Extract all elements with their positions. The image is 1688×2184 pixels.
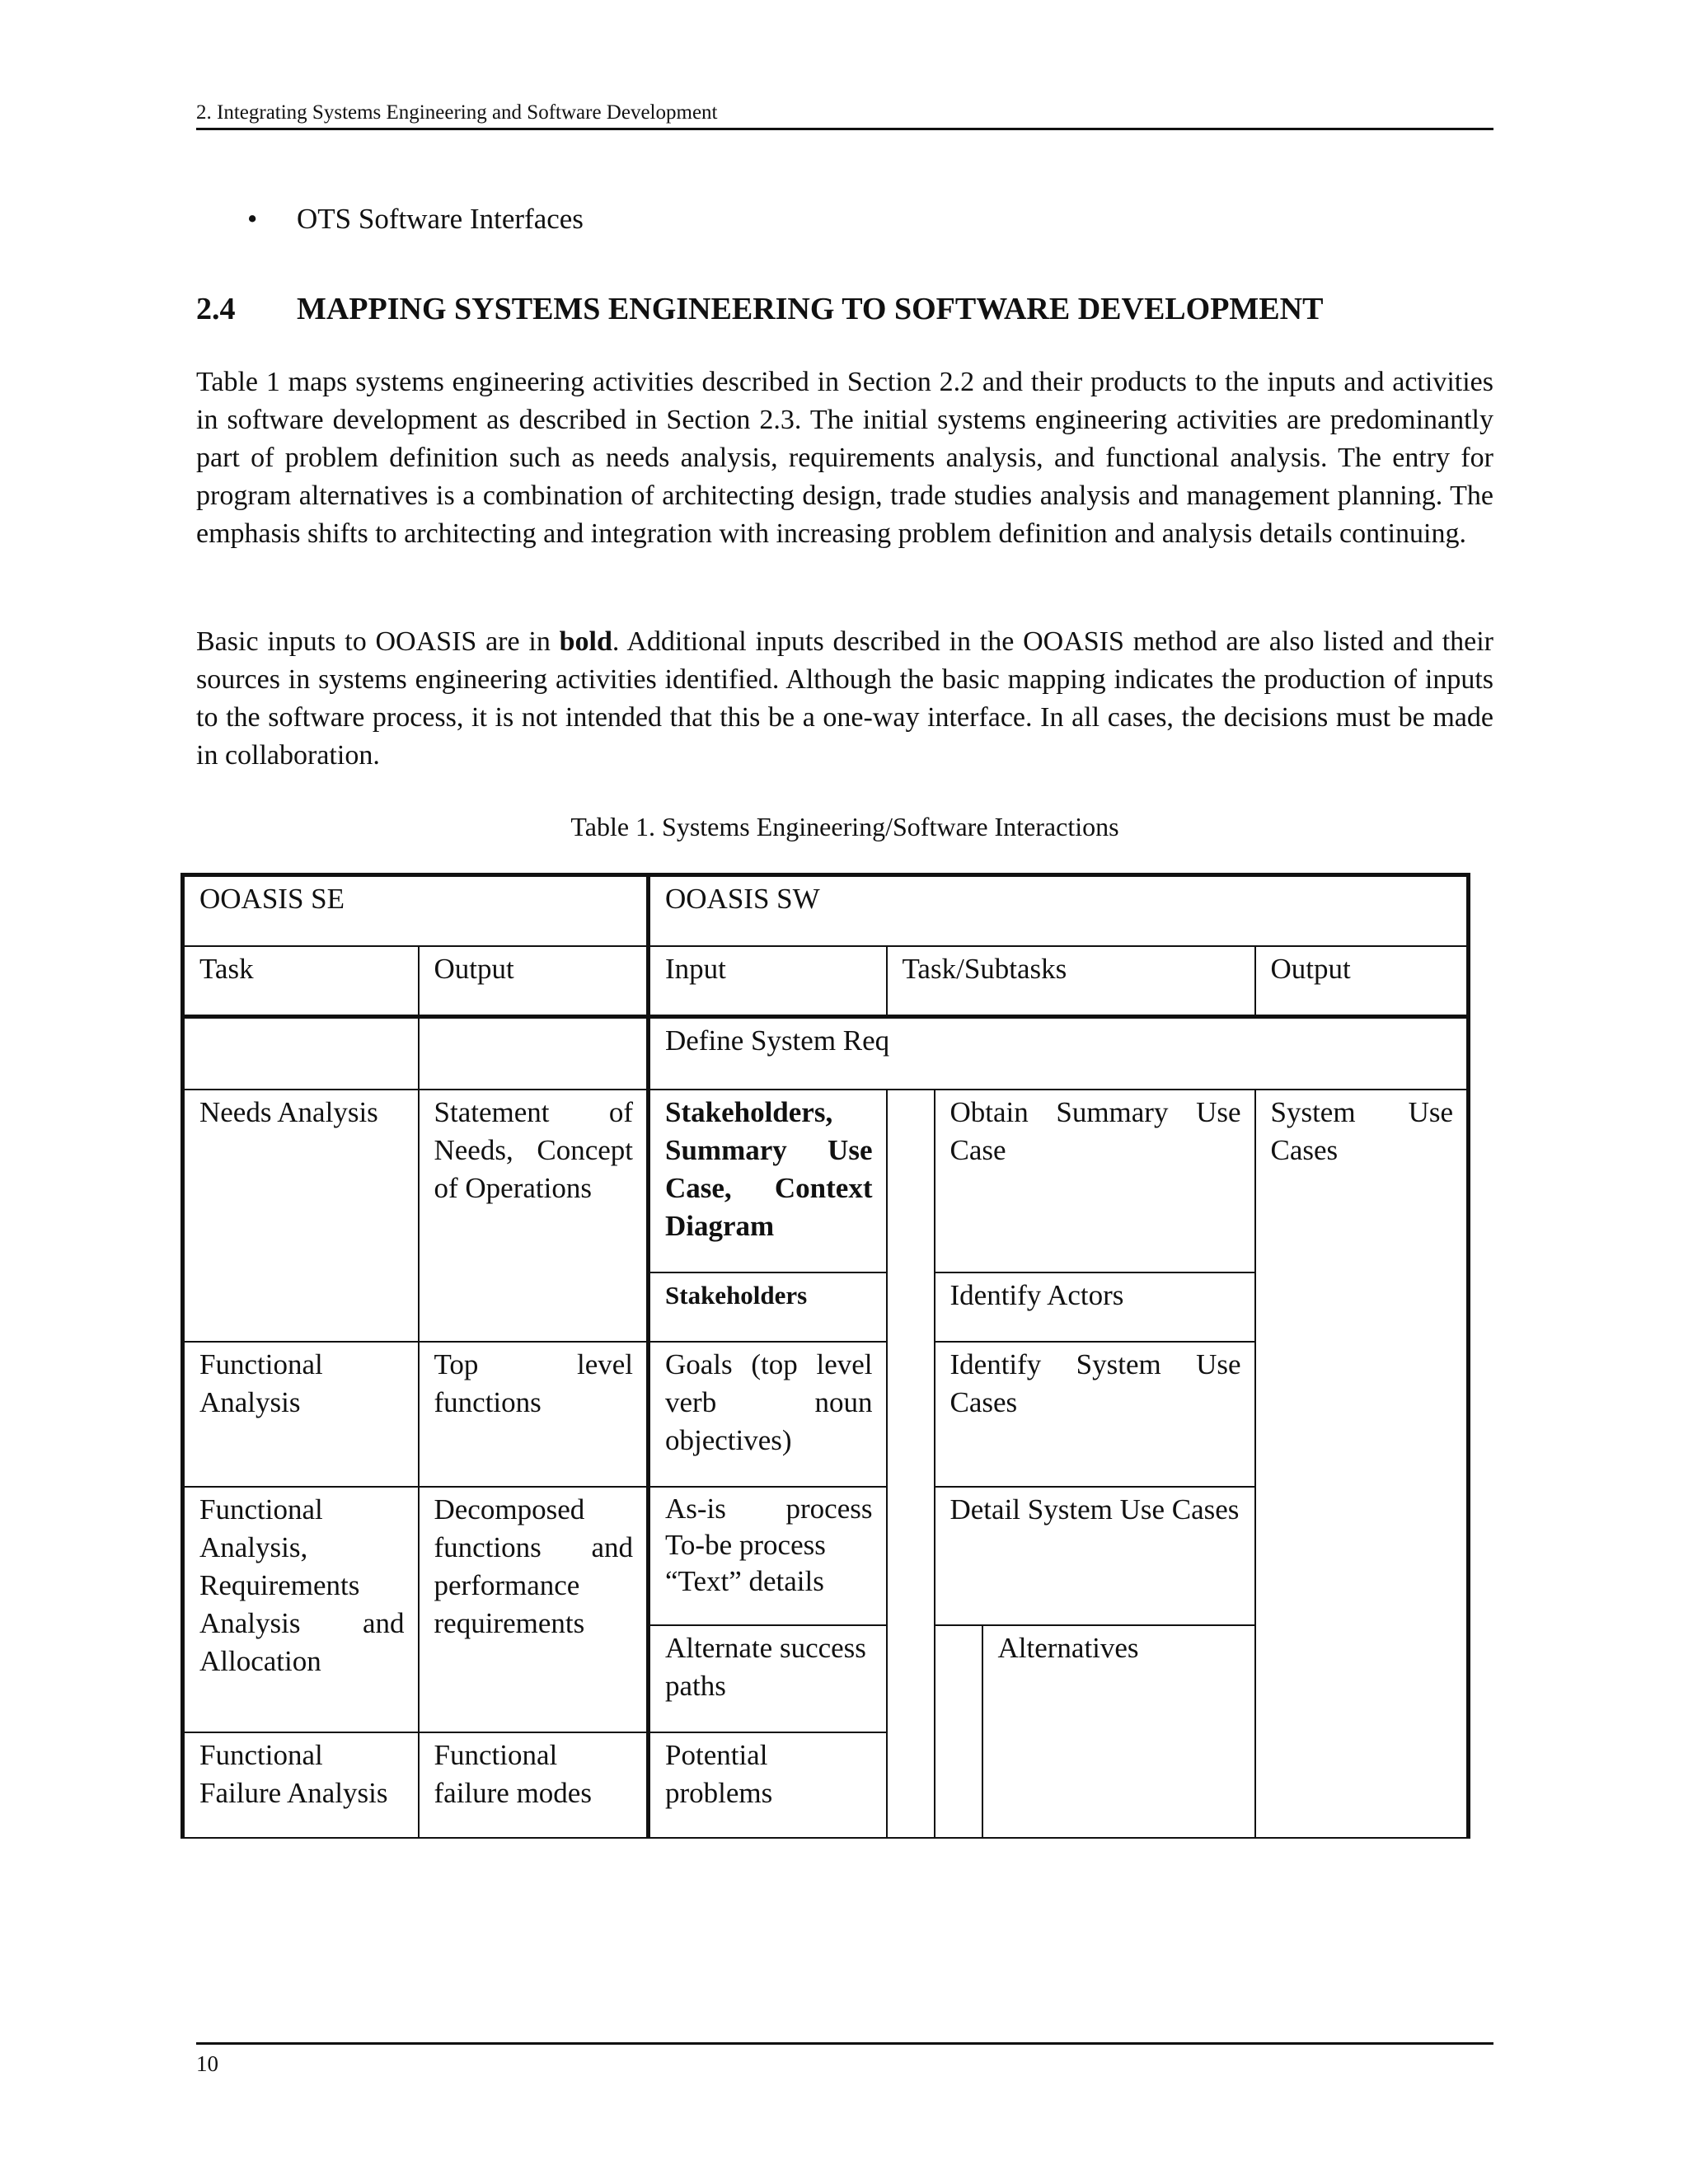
running-header: 2. Integrating Systems Engineering and Software Development (196, 101, 718, 124)
header-task: Task (183, 946, 419, 1017)
needs-analysis-task: Needs Analysis (183, 1090, 419, 1342)
header-sw-output: Output (1255, 946, 1469, 1017)
table-group-header-row (183, 875, 1469, 946)
section-title: MAPPING SYSTEMS ENGINEERING TO SOFTWARE DEVELOPMENT (297, 292, 1324, 326)
input-line-to-be: To-be process (665, 1528, 826, 1561)
indent-spacer (935, 1625, 982, 1838)
failure-analysis-input: Potential problems (649, 1732, 887, 1838)
requirements-analysis-input (649, 1487, 887, 1625)
paragraph-2-rest: . Additional inputs described in the OOASIS method are also listed and their sources in systems engineering activities identified. Although the basic mapping indicates the production of inputs to the software process, it is not intended that this be a one-way interface. In all cases, the decisions must be made in collaboration. (196, 626, 1493, 771)
header-output: Output (419, 946, 649, 1017)
header-ooasis-se: OOASIS SE (183, 875, 649, 946)
needs-analysis-input: Stakeholders, Summary Use Case, Context Diagram (649, 1090, 887, 1272)
paragraph-1: Table 1 maps systems engineering activities described in Section 2.2 and their products to the inputs and activities in software development as described in Section 2.3. The initial systems engineering activities are predominantly part of problem definition such as needs analysis, requirements analysis, and functional analysis. The entry for program alternatives is a combination of architecting design, trade studies analysis and management planning. The emphasis shifts to architecting and integration with increasing problem definition and analysis details continuing. (196, 367, 1493, 549)
interaction-table (181, 873, 1470, 1839)
input-line-text-details: “Text” details (665, 1564, 824, 1597)
table-row (183, 1090, 1469, 1272)
failure-analysis-task: Functional Failure Analysis (183, 1732, 419, 1838)
define-system-req: Define System Req (649, 1017, 1469, 1090)
indent-spacer (887, 1090, 935, 1838)
obtain-summary-use-case: Obtain Summary Use Case (935, 1090, 1255, 1272)
table-caption: Table 1. Systems Engineering/Software Interactions (570, 812, 1119, 841)
section-heading (196, 290, 1323, 328)
footer-rule (196, 2042, 1493, 2045)
table-row (183, 1017, 1469, 1090)
header-input: Input (649, 946, 887, 1017)
detail-system-use-cases: Detail System Use Cases (935, 1487, 1255, 1625)
functional-analysis-input: Goals (top level verb noun objectives) (649, 1342, 887, 1487)
identify-system-use-cases: Identify System Use Cases (935, 1342, 1255, 1487)
table-column-header-row (183, 946, 1469, 1017)
empty-cell (183, 1017, 419, 1090)
bullet-item (247, 201, 584, 237)
bullet-text: OTS Software Interfaces (297, 203, 584, 235)
paragraph-2-start: Basic inputs to OOASIS are in (196, 626, 560, 657)
header-rule (196, 128, 1493, 130)
paragraph-2-bold-word: bold (559, 626, 612, 657)
section-number: 2.4 (196, 292, 236, 326)
failure-analysis-output: Functional failure modes (419, 1732, 649, 1838)
system-use-cases-output: System Use Cases (1255, 1090, 1469, 1838)
needs-analysis-output: Statement of Needs, Concept of Operations (419, 1090, 649, 1342)
functional-analysis-task: Functional Analysis (183, 1342, 419, 1487)
page-number: 10 (196, 2051, 218, 2076)
bullet-icon: • (247, 203, 258, 235)
requirements-analysis-task: Functional Analysis, Requirements Analysis and Allocation (183, 1487, 419, 1732)
functional-analysis-output: Top level functions (419, 1342, 649, 1487)
header-task-subtasks: Task/Subtasks (887, 946, 1255, 1017)
input-line-as-is: As-is process (665, 1492, 873, 1525)
requirements-analysis-output: Decomposed functions and performance requirements (419, 1487, 649, 1732)
stakeholders-input: Stakeholders (649, 1272, 887, 1342)
alternate-success-paths-input: Alternate success paths (649, 1625, 887, 1732)
header-ooasis-sw: OOASIS SW (649, 875, 1469, 946)
empty-cell (419, 1017, 649, 1090)
identify-actors: Identify Actors (935, 1272, 1255, 1342)
alternatives-subtask: Alternatives (982, 1625, 1255, 1838)
paragraph-2 (196, 623, 1493, 775)
